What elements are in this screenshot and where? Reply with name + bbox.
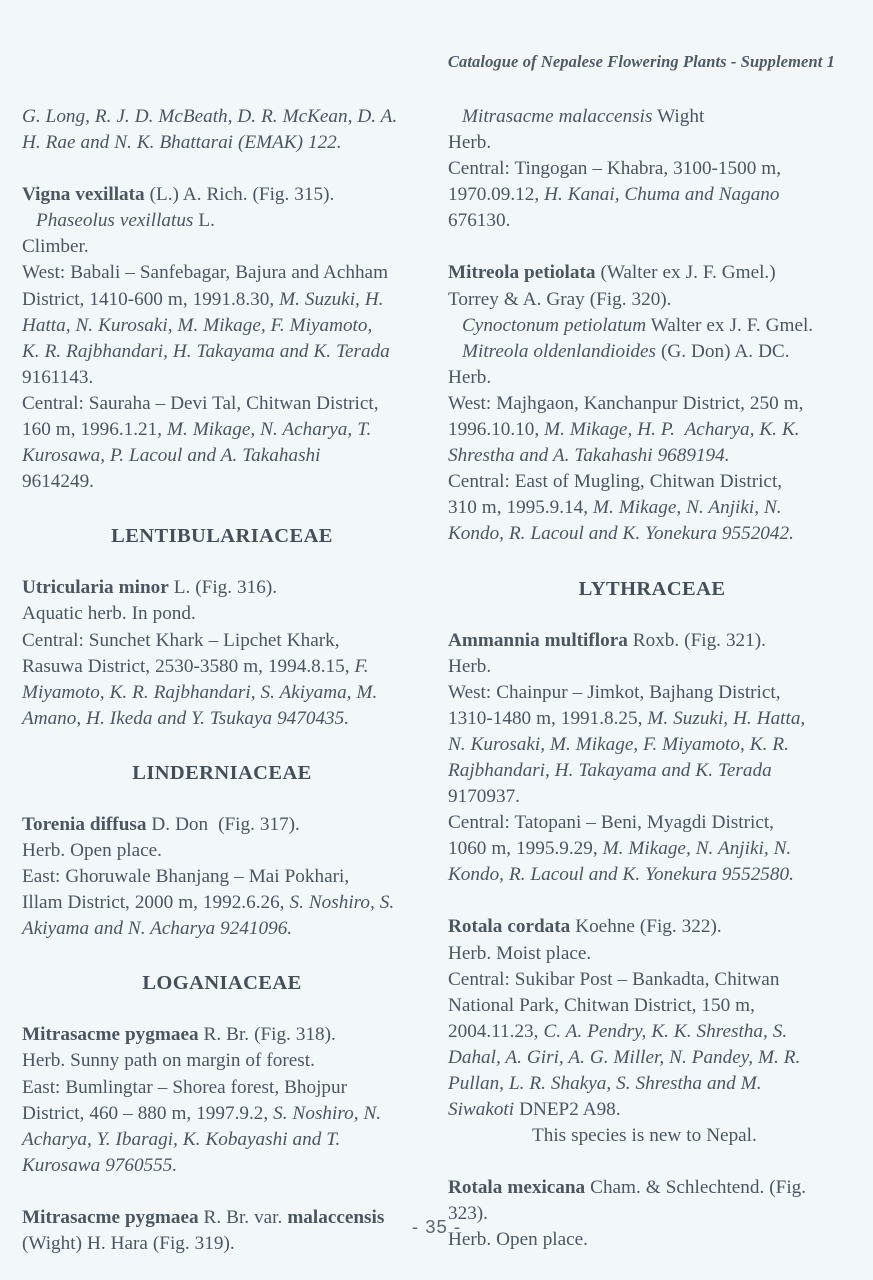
collection-number: 9161143. [22,366,94,388]
record-date: 1310-1480 m, 1991.8.25, [448,707,648,729]
record-line [448,495,856,521]
spacer [22,549,422,575]
species-authority: R. Br. (Fig. 318). [198,1024,336,1046]
species-name: Mitrasacme pygmaea [22,1024,199,1046]
record-date: 2004.11.23, [448,1020,544,1042]
collector-line: Acharya, Y. Ibaragi, K. Kobayashi and T. [22,1128,341,1150]
right-column [448,104,856,1257]
record-line [448,706,856,732]
variety-name: malaccensis [287,1206,385,1228]
spacer [22,732,422,760]
habit-line: Climber. [22,236,89,258]
spacer [448,1149,856,1175]
record-line [448,836,856,862]
spacer [22,786,422,812]
collector-names: M. Suzuki, H. Hatta, [647,707,806,729]
record-line: National Park, Chitwan District, 150 m, [448,994,755,1016]
species-authority: Koehne (Fig. 322). [570,916,722,938]
spacer [448,548,856,576]
record-line: Central: Sunchet Khark – Lipchet Khark, [22,629,340,651]
spacer [448,888,856,914]
species-heading [448,914,856,940]
synonym-authority: (G. Don) A. DC. [656,340,790,362]
species-authority: (Walter ex J. F. Gmel.) [595,262,776,284]
collector-line: Amano, H. Ikeda and Y. Tsukaya 9470435. [22,707,350,729]
record-line [22,1101,422,1127]
collector-line: Kurosawa, P. Lacoul and A. Takahashi [22,445,321,467]
record-line [448,1097,856,1123]
synonym-name: Cynoctonum petiolatum [462,314,647,336]
record-line [22,654,422,680]
species-heading-cont: 323). [448,1203,488,1225]
species-authority: D. Don (Fig. 317). [146,813,300,835]
spacer [22,942,422,970]
record-locality: District, 1410-600 m, 1991.8.30, [22,288,280,310]
habit-line: Herb. [448,655,492,677]
page-number: - 35 - [411,1216,462,1237]
collection-number: 9170937. [448,786,520,808]
species-heading [22,812,422,838]
species-authority: R. Br. var. [198,1206,288,1228]
species-authority: (L.) A. Rich. (Fig. 315). [144,184,335,206]
record-line: Central: Tingogan – Khabra, 3100-1500 m, [448,158,782,180]
collector-line: Pullan, L. R. Shakya, S. Shrestha and M. [448,1073,762,1094]
running-head: Catalogue of Nepalese Flowering Plants - Supplement 1 [447,52,835,71]
species-name: Rotala cordata [448,916,571,938]
synonym-authority: Walter ex J. F. Gmel. [646,314,814,336]
species-heading [448,1175,856,1201]
collector-line: Kurosawa 9760555. [22,1154,178,1176]
record-locality: District, 460 – 880 m, 1997.9.2, [22,1102,274,1124]
spacer [22,1179,422,1205]
synonym-name: Mitrasacme malaccensis [462,106,653,127]
collector-names: H. Kanai, Chuma and Nagano [544,184,780,206]
collection-number: 676130. [448,210,511,232]
species-name: Torenia diffusa [22,813,147,835]
habit-line: Herb. [448,132,492,154]
species-heading [22,575,422,601]
collector-line: Rajbhandari, H. Takayama and K. Terada [448,759,772,781]
family-heading: LENTIBULARIACEAE [111,525,333,548]
record-line [22,287,422,313]
collection-number: 9614249. [22,471,94,493]
species-heading-cont: Torrey & A. Gray (Fig. 320). [448,288,672,310]
collector-line: Shrestha and A. Takahashi 9689194. [448,445,730,467]
species-authority: L. (Fig. 316). [168,577,278,599]
record-locality: Rasuwa District, 2530-3580 m, 1994.8.15, [22,655,355,677]
species-name: Vigna vexillata [22,184,145,206]
habit-line: Aquatic herb. In pond. [22,603,196,625]
citation-line: G. Long, R. J. D. McBeath, D. R. McKean, D. A. [22,106,398,127]
habit-line: Herb. Moist place. [448,942,592,964]
collector-names: S. Noshiro, N. [273,1102,382,1124]
species-name: Mitrasacme pygmaea [22,1206,199,1228]
collector-line: Dahal, A. Giri, A. G. Miller, N. Pandey, M. R. [448,1046,801,1068]
spacer [448,602,856,628]
species-name: Utricularia minor [22,577,169,599]
record-line: East: Ghoruwale Bhanjang – Mai Pokhari, [22,866,350,888]
habit-line: Herb. Open place. [448,1229,588,1251]
synonym-name: Mitreola oldenlandioides [462,340,657,362]
species-heading [448,260,856,286]
synonym-authority: L. [193,210,215,232]
record-locality: Illam District, 2000 m, 1992.6.26, [22,892,290,914]
collector-names: M. Mikage, H. P. Acharya, K. K. [544,419,800,441]
collector-line: K. R. Rajbhandari, H. Takayama and K. Terada [22,340,390,362]
record-date: 1970.09.12, [448,184,545,206]
record-line: East: Bumlingtar – Shorea forest, Bhojpur [22,1076,348,1098]
species-name: Mitreola petiolata [448,262,596,284]
record-line: Central: Sukibar Post – Bankadta, Chitwan [448,968,780,990]
collector-line: Miyamoto, K. R. Rajbhandari, S. Akiyama, M. [22,681,378,703]
family-heading: LYTHRACEAE [578,577,726,600]
synonym-authority: Wight [652,106,705,127]
habit-line: Herb. [448,366,492,388]
family-heading: LOGANIACEAE [142,972,302,995]
species-heading-cont: (Wight) H. Hara (Fig. 319). [22,1233,235,1254]
record-line: Central: East of Mugling, Chitwan District, [448,471,783,493]
collection-number: DNEP2 A98. [514,1099,621,1121]
left-column [22,104,422,1257]
collector-names: Siwakoti [448,1099,515,1121]
collector-names: M. Mikage, N. Anjiki, N. [602,838,792,860]
family-heading: LINDERNIACEAE [132,761,312,784]
species-name: Rotala mexicana [448,1177,586,1199]
record-line: Central: Tatopani – Beni, Myagdi District, [448,812,774,834]
collector-line: Kondo, R. Lacoul and K. Yonekura 9552042. [448,523,794,545]
collector-names: M. Mikage, N. Acharya, T. [167,419,372,441]
record-line [448,182,856,208]
synonym-line [448,339,856,365]
spacer [22,156,422,182]
species-name: Ammannia multiflora [448,629,628,651]
species-authority: Roxb. (Fig. 321). [627,629,766,651]
collector-line: Kondo, R. Lacoul and K. Yonekura 9552580. [448,864,794,886]
species-heading [448,628,856,654]
synonym-line [22,208,422,234]
collector-line: Hatta, N. Kurosaki, M. Mikage, F. Miyamoto, [22,314,373,336]
collector-names: F. [354,655,369,677]
record-line: West: Babali – Sanfebagar, Bajura and Achham [22,262,388,284]
habit-line: Herb. Sunny path on margin of forest. [22,1050,315,1072]
record-line: West: Majhgaon, Kanchanpur District, 250 m, [448,392,804,414]
habit-line: Herb. Open place. [22,839,162,861]
record-date: 1996.10.10, [448,419,545,441]
collector-line: N. Kurosaki, M. Mikage, F. Miyamoto, K. R. [448,733,789,755]
record-date: 310 m, 1995.9.14, [448,497,594,519]
record-date: 1060 m, 1995.9.29, [448,838,603,860]
collector-line: Akiyama and N. Acharya 9241096. [22,918,293,940]
record-line [448,417,856,443]
collector-names: S. Noshiro, S. [289,892,395,914]
synonym-line [448,104,856,130]
collector-names: M. Mikage, N. Anjiki, N. [593,497,782,519]
spacer [22,996,422,1022]
species-heading [22,1022,422,1048]
record-line [448,1019,856,1045]
spacer [448,234,856,260]
record-line [22,890,422,916]
record-line: West: Chainpur – Jimkot, Bajhang District, [448,681,781,703]
species-authority: Cham. & Schlechtend. (Fig. [585,1177,807,1199]
synonym-name: Phaseolus vexillatus [36,210,194,232]
collector-names: C. A. Pendry, K. K. Shrestha, S. [543,1020,788,1042]
two-column-body [22,104,855,1257]
spacer [22,495,422,523]
taxonomic-note: This species is new to Nepal. [532,1125,757,1147]
citation-line: H. Rae and N. K. Bhattarai (EMAK) 122. [22,132,342,154]
record-locality: 160 m, 1996.1.21, [22,419,168,441]
record-line [22,417,422,443]
record-line: Central: Sauraha – Devi Tal, Chitwan District, [22,392,379,414]
synonym-line [448,313,856,339]
species-heading [22,182,422,208]
collector-names: M. Suzuki, H. [279,288,384,310]
